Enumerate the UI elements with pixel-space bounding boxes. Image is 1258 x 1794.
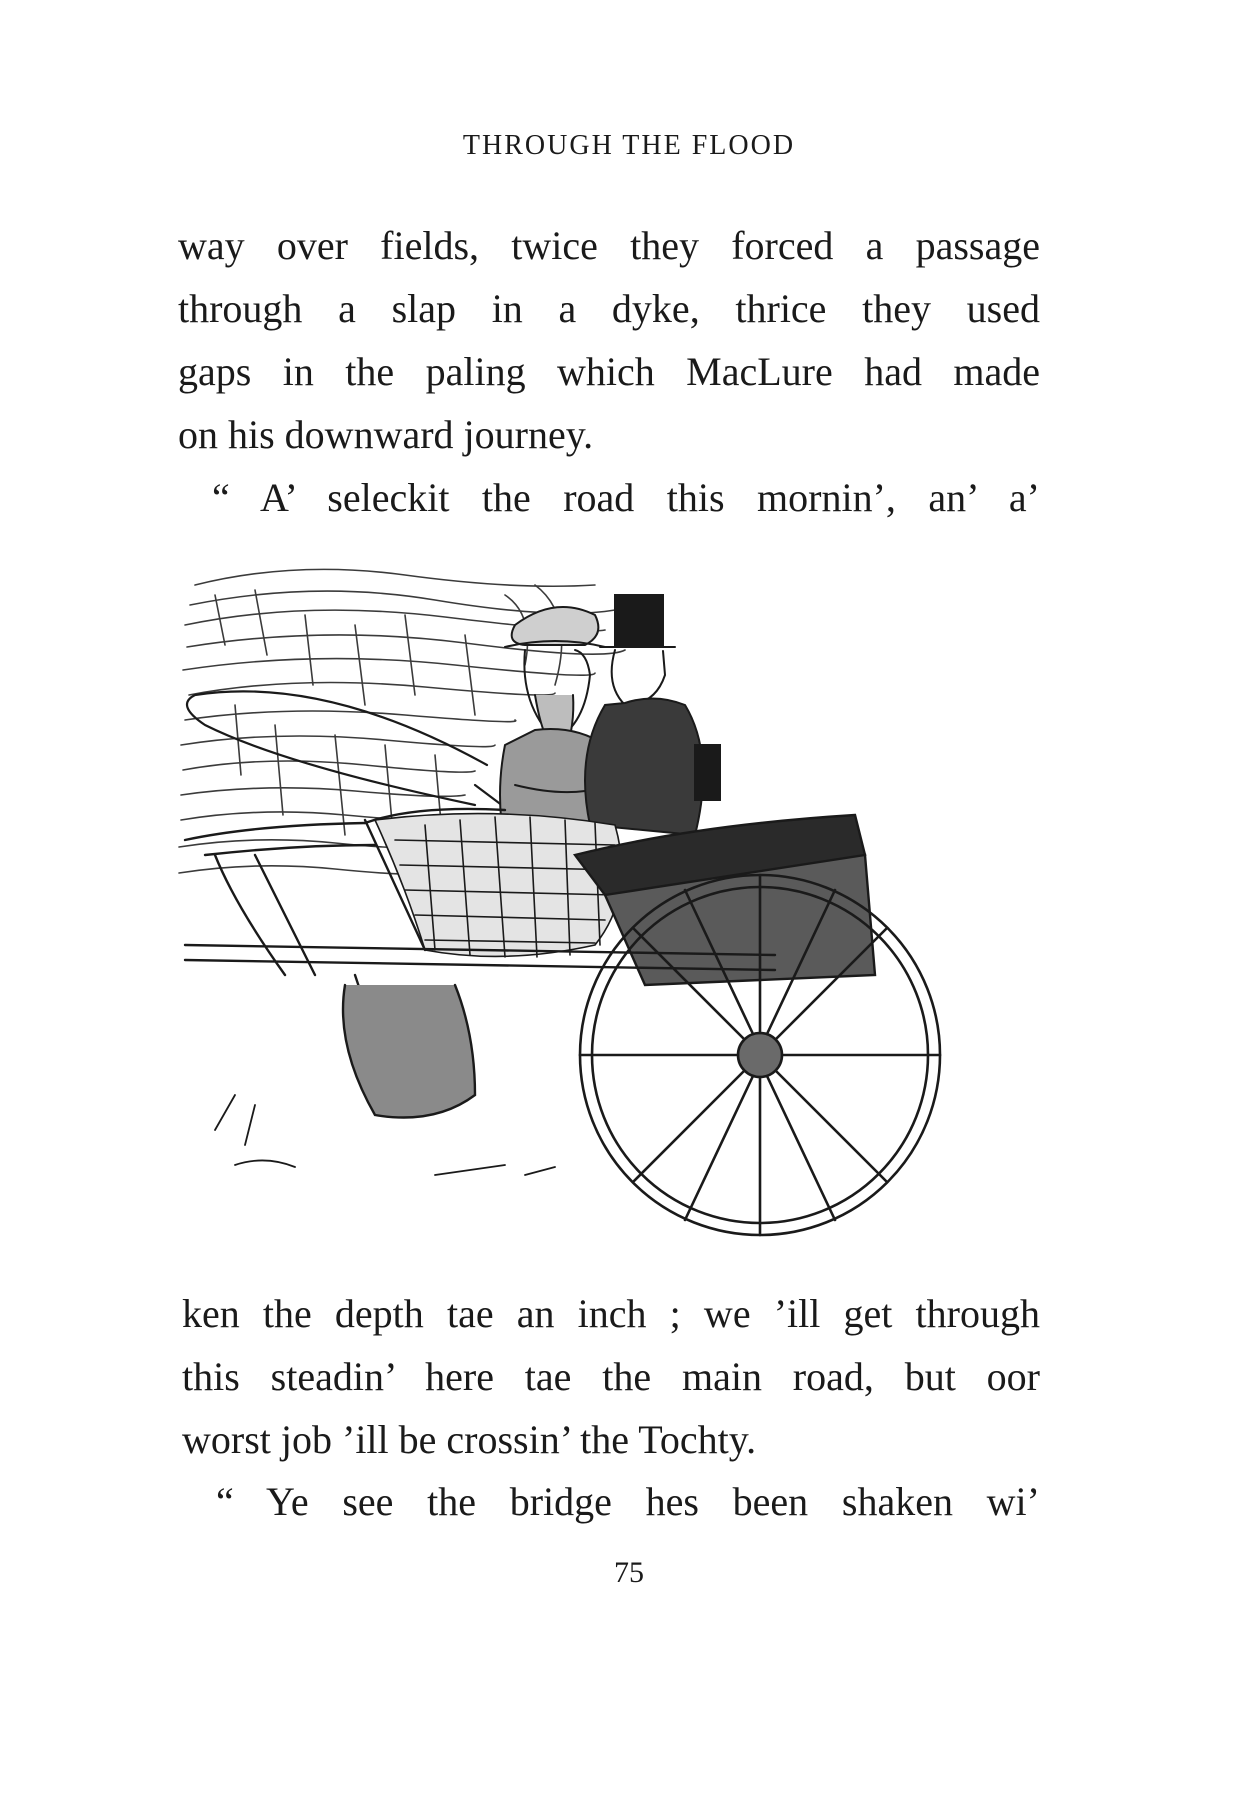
- gig-wheel: [580, 875, 940, 1235]
- paragraph-3: [182, 1282, 1040, 1471]
- text-line: “ A’ seleckit the road this mornin’, an’ a’: [212, 475, 1040, 520]
- page-number: 75: [614, 1556, 644, 1589]
- text-line: on his downward journey.: [178, 412, 594, 457]
- paragraph-1: [178, 214, 1040, 466]
- text-line: gaps in the paling which MacLure had made: [178, 349, 1040, 394]
- text-line: way over fields, twice they forced a passage: [178, 223, 1040, 268]
- text-line: this steadin’ here tae the main road, but oor: [182, 1354, 1040, 1399]
- text-line: through a slap in a dyke, thrice they used: [178, 286, 1040, 331]
- passenger-figure: [585, 595, 720, 835]
- paragraph-2: [178, 466, 1040, 529]
- running-head: THROUGH THE FLOOD: [462, 130, 796, 161]
- tartan-rug: [375, 814, 622, 957]
- paragraph-4: [182, 1470, 1040, 1533]
- text-line: ken the depth tae an inch ; we ’ill get through: [182, 1291, 1040, 1336]
- gig-illustration: [175, 555, 1055, 1245]
- text-line: “ Ye see the bridge hes been shaken wi’: [216, 1479, 1040, 1524]
- text-line: worst job ’ill be crossin’ the Tochty.: [182, 1417, 757, 1462]
